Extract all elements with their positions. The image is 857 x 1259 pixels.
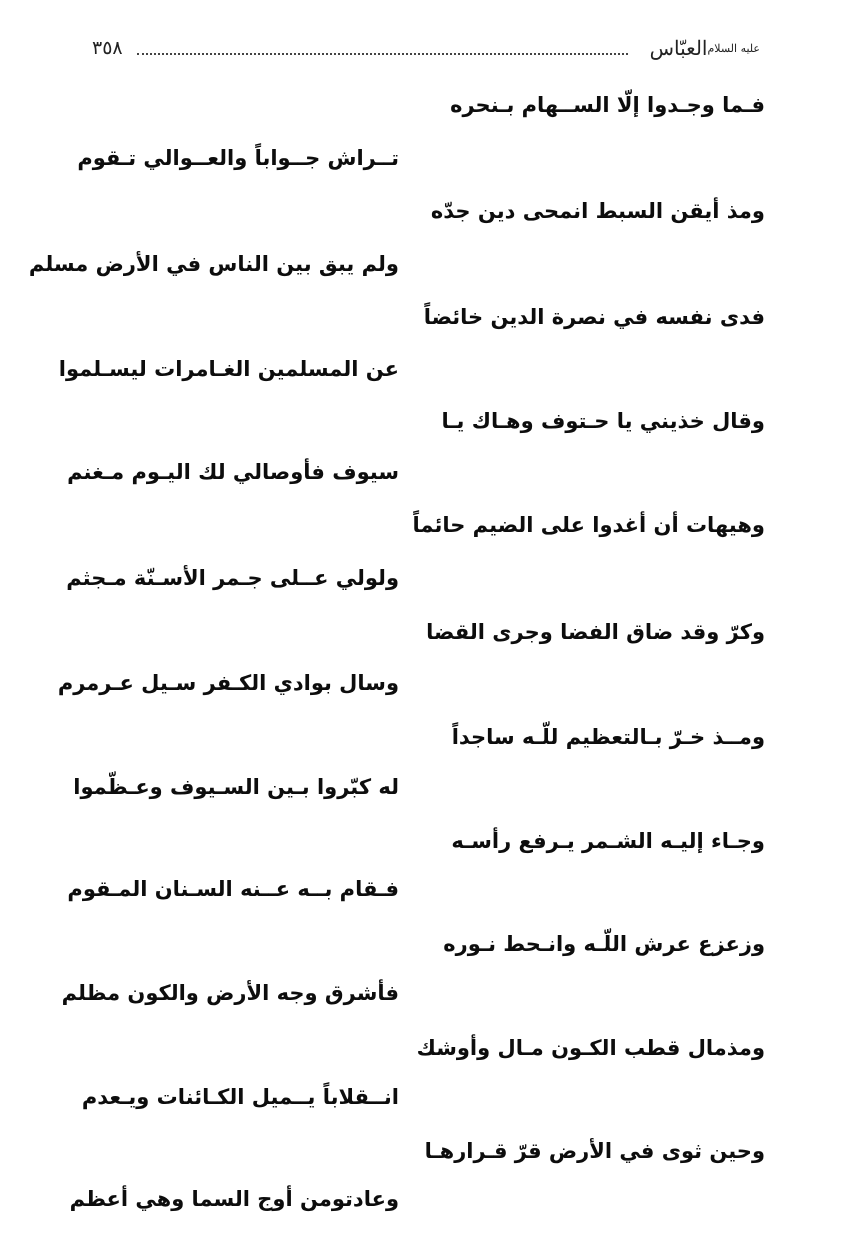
honorific-glyph: عليه السلام [707,41,760,55]
verse-2-second-hemistich: ولم يبق بين الناس في الأرض مسلم [28,252,399,276]
verse-4-first-hemistich: وقال خذيني يا حـتوف وهـاك يـا [441,409,765,433]
verse-11-first-hemistich: وحين ثوى في الأرض قرّ قـرارهـا [424,1139,765,1163]
verse-7-first-hemistich: ومــذ خـرّ بـالتعظيم للّـه ساجداً [451,725,765,749]
running-header [92,28,764,68]
verse-2-first-hemistich: ومذ أيقن السبط انمحى دين جدّه [430,199,765,223]
verse-8-first-hemistich: وجـاء إليـه الشـمر يـرفع رأسـه [451,829,765,853]
verse-6-second-hemistich: وسال بوادي الكـفر سـيل عـرمرم [57,671,399,695]
dotted-leader [137,53,628,55]
verse-9-first-hemistich: وزعزع عرش اللّـه وانـحط نـوره [443,932,765,956]
page-number: ٣٥٨ [92,37,123,59]
book-title: العبّاس [649,36,708,60]
verse-5-second-hemistich: ولولي عــلى جـمر الأسـنّة مـجثم [66,566,399,590]
verse-6-first-hemistich: وكرّ وقد ضاق الفضا وجرى القضا [426,620,765,644]
verse-10-second-hemistich: انــقلاباً يــميل الكـائنات ويـعدم [81,1085,399,1109]
verse-1-second-hemistich: تــراش جــواباً والعــوالي تـقوم [77,146,399,170]
verse-9-second-hemistich: فأشرق وجه الأرض والكون مظلم [61,981,399,1005]
verse-8-second-hemistich: فـقام بــه عــنه السـنان المـقوم [67,877,399,901]
verse-11-second-hemistich: وعادتومن أوج السما وهي أعظم [69,1187,399,1211]
verse-5-first-hemistich: وهيهات أن أغدوا على الضيم حائماً [412,513,765,537]
verse-7-second-hemistich: له كبّروا بـين السـيوف وعـظّموا [73,775,399,799]
verse-10-first-hemistich: ومذمال قطب الكـون مـال وأوشك [416,1036,765,1060]
verse-3-first-hemistich: فدى نفسه في نصرة الدين خائضاً [423,305,765,329]
verse-1-first-hemistich: فـما وجـدوا إلّا الســهام بـنحره [450,93,765,117]
verse-3-second-hemistich: عن المسلمين الغـامرات ليسـلموا [58,357,399,381]
verse-4-second-hemistich: سيوف فأوصالي لك اليـوم مـغنم [67,460,399,484]
running-title [642,36,764,60]
